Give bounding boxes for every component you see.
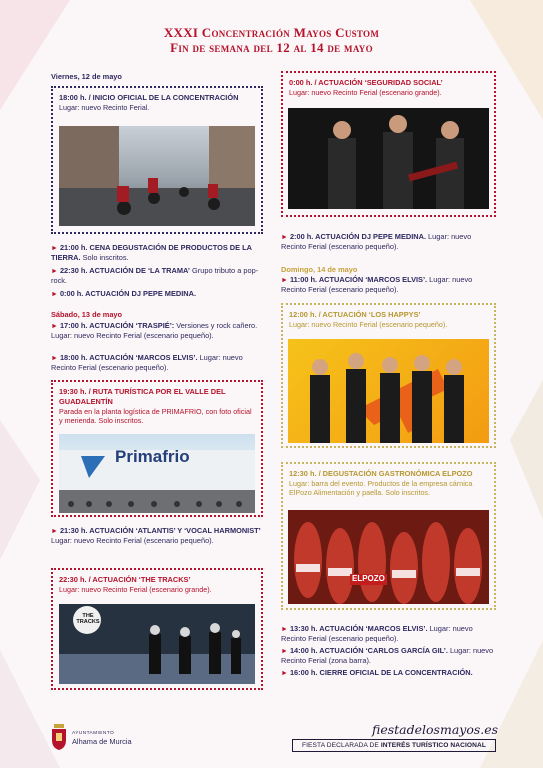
box-sub: Lugar: nuevo Recinto Ferial.	[59, 102, 150, 112]
list-item: ► 16:00 h. CIERRE OFICIAL DE LA CONCENTRACIÓN.	[281, 668, 473, 677]
sunday-heading: Domingo, 14 de mayo	[281, 265, 358, 274]
box-sub: Lugar: nuevo Recinto Ferial (escenario grande).	[59, 584, 212, 594]
elpozo-brand: ELPOZO	[352, 574, 385, 583]
the-tracks-logo: THE TRACKS	[76, 613, 100, 625]
box-title: 0:00 h. / ACTUACIÓN ‘SEGURIDAD SOCIAL’	[289, 78, 443, 87]
friday-heading: Viernes, 12 de mayo	[51, 72, 122, 81]
box-sub: Lugar: barra del evento. Productos de la empresa cárnica ElPozo Alimentación y paella. Solo inscritos.	[289, 478, 473, 498]
primafrio-logo: Primafrio	[115, 447, 190, 466]
website: fiestadelosmayos.es	[372, 722, 499, 737]
coat-of-arms-icon	[50, 724, 68, 750]
box-title: 12:30 h. / DEGUSTACIÓN GASTRONÓMICA ELPOZO	[289, 469, 473, 478]
list-item: ► 22:30 h. ACTUACIÓN DE ‘LA TRAMA’ Grupo tributo a pop-rock.	[51, 266, 259, 286]
bikers-photo	[59, 126, 255, 226]
ruta-turistica-box	[51, 380, 263, 517]
friday-opening-box	[51, 86, 263, 234]
box-sub: Lugar: nuevo Recinto Ferial (escenario grande).	[289, 87, 442, 97]
list-item: ► 17:00 h. ACTUACIÓN ‘TRASPIÉ’: Versiones y rock cañero. Lugar: nuevo Recinto Ferial (escenario pequeño).	[51, 321, 258, 341]
the-tracks-box	[51, 568, 263, 690]
elpozo-box	[281, 462, 496, 610]
seguridad-social-photo	[288, 108, 489, 209]
seguridad-social-box	[281, 71, 496, 217]
box-sub: Lugar: nuevo Recinto Ferial (escenario pequeño).	[289, 319, 448, 329]
primafrio-photo	[59, 434, 255, 513]
los-happys-box	[281, 303, 496, 448]
box-sub: Parada en la planta logística de PRIMAFRIO, con foto oficial y merienda. Solo inscritos.	[59, 406, 252, 426]
box-title: 19:30 h. / RUTA TURÍSTICA POR EL VALLE DEL GUADALENTÍN	[59, 387, 226, 406]
box-title: 18:00 h. / INICIO OFICIAL DE LA CONCENTRACIÓN	[59, 93, 239, 102]
title-line-1: XXXI Concentración Mayos Custom	[163, 25, 380, 40]
ayuntamiento-small: AYUNTAMIENTO	[72, 731, 115, 736]
list-item: ► 11:00 h. ACTUACIÓN ‘MARCOS ELVIS’. Lugar: nuevo Recinto Ferial (escenario pequeño).	[281, 275, 473, 295]
box-title: 12:00 h. / ACTUACIÓN ‘LOS HAPPYS’	[289, 310, 421, 319]
ayuntamiento-logo	[50, 724, 150, 752]
list-item: ► 21:00 h. CENA DEGUSTACIÓN DE PRODUCTOS DE LA TIERRA. Solo inscritos.	[51, 243, 252, 263]
ayuntamiento-name: Alhama de Murcia	[72, 737, 132, 746]
the-tracks-photo	[59, 604, 255, 684]
list-item: ► 21:30 h. ACTUACIÓN ‘ATLANTIS’ Y ‘VOCAL HARMONIST’ Lugar: nuevo Recinto Ferial (escenario pequeño).	[51, 526, 261, 546]
elpozo-photo	[288, 510, 489, 604]
list-item: ► 14:00 h. ACTUACIÓN ‘CARLOS GARCÍA GIL’. Lugar: nuevo Recinto Ferial (zona barra).	[281, 646, 494, 666]
box-title: 22:30 h. / ACTUACIÓN ‘THE TRACKS’	[59, 575, 191, 584]
saturday-heading: Sábado, 13 de mayo	[51, 310, 123, 319]
list-item: ► 2:00 h. ACTUACIÓN DJ PEPE MEDINA. Lugar: nuevo Recinto Ferial (escenario pequeño).	[281, 232, 472, 252]
list-item: ► 13:30 h. ACTUACIÓN ‘MARCOS ELVIS’. Lugar: nuevo Recinto Ferial (escenario pequeño).	[281, 624, 473, 644]
list-item: ► 0:00 h. ACTUACIÓN DJ PEPE MEDINA.	[51, 289, 196, 298]
los-happys-photo	[288, 339, 489, 443]
title-line-2: Fin de semana del 12 al 14 de mayo	[170, 40, 373, 55]
list-item: ► 18:00 h. ACTUACIÓN ‘MARCOS ELVIS’. Lugar: nuevo Recinto Ferial (escenario pequeño).	[51, 353, 243, 373]
declared-banner: FIESTA DECLARADA DE INTERÉS TURÍSTICO NACIONAL	[292, 739, 496, 752]
